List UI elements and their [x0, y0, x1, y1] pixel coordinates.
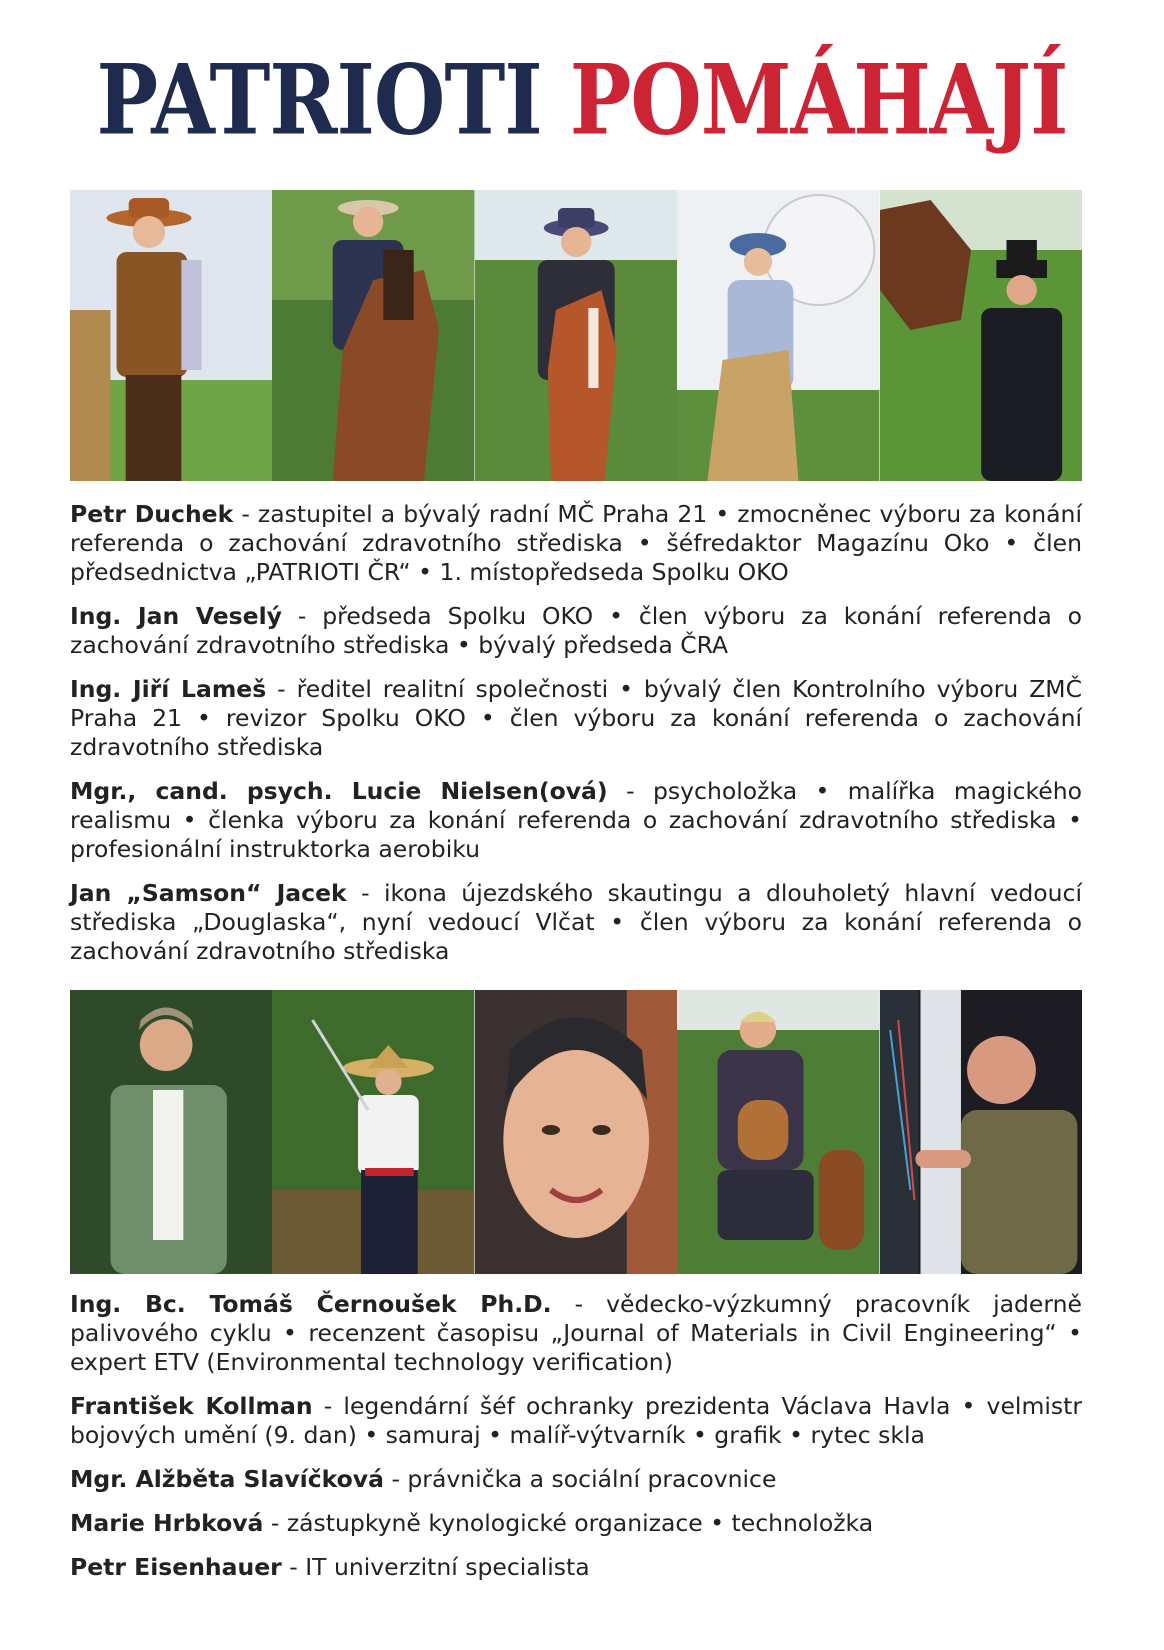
- page-title: [0, 43, 1164, 158]
- portrait-lucie-nielsenova: [677, 190, 879, 481]
- bio-jan-vesely: [70, 602, 1082, 660]
- title-word-patrioti: PATRIOTI: [96, 43, 542, 158]
- bio-name: Ing. Jan Veselý: [70, 602, 282, 630]
- bio-name: Jan „Samson“ Jacek: [70, 879, 347, 907]
- bio-alzbeta-slavickova: [70, 1465, 1082, 1494]
- portrait-petr-duchek: [70, 190, 272, 481]
- bios-top: [70, 500, 1082, 981]
- portrait-marie-hrbkova: [677, 990, 879, 1274]
- bio-text: - ikona újezdského skautingu a dlouholetý hlavní vedoucí střediska „Douglaska“, nyní vedoucí Vlčat • člen výboru za konání referenda o zachování zdravotního střediska: [70, 879, 1082, 965]
- bio-name: Mgr., cand. psych. Lucie Nielsen(ová): [70, 777, 608, 805]
- bio-text: - právnička a sociální pracovnice: [383, 1465, 777, 1493]
- bio-name: Mgr. Alžběta Slavíčková: [70, 1465, 384, 1493]
- bio-text: - psycholožka • malířka magického realismu • členka výboru za konání referenda o zachování zdravotního střediska • profesionální instruktorka aerobiku: [70, 777, 1083, 863]
- bio-text: - předseda Spolku OKO • člen výboru za konání referenda o zachování zdravotního střediska • bývalý předseda ČRA: [70, 602, 1083, 659]
- bio-lucie-nielsenova: [70, 777, 1082, 864]
- portrait-jan-vesely: [272, 190, 474, 481]
- title-word-pomahaji: POMÁHAJÍ: [569, 43, 1068, 158]
- bio-text: - IT univerzitní specialista: [281, 1553, 590, 1581]
- portrait-alzbeta-slavickova: [475, 990, 677, 1274]
- portrait-tomas-cernousek: [70, 990, 272, 1274]
- bio-text: - vědecko-výzkumný pracovník jaderně palivového cyklu • recenzent časopisu „Journal of Materials in Civil Engineering“ • expert ETV (Environmental technology verification): [70, 1290, 1082, 1376]
- bio-name: Petr Eisenhauer: [70, 1553, 282, 1581]
- bio-name: Marie Hrbková: [70, 1509, 264, 1537]
- bio-petr-duchek: [70, 500, 1082, 587]
- portrait-frantisek-kollman: [272, 990, 474, 1274]
- portrait-petr-eisenhauer: [880, 990, 1082, 1274]
- bio-name: Petr Duchek: [70, 500, 234, 528]
- portrait-jan-jacek: [880, 190, 1082, 481]
- photo-strip-bottom: [70, 990, 1082, 1274]
- bio-petr-eisenhauer: [70, 1553, 1082, 1582]
- bio-text: - zastupitel a bývalý radní MČ Praha 21 • zmocněnec výboru za konání referenda o zachování zdravotního střediska • šéfredaktor Magazínu Oko • člen předsednictva „PATRIOTI ČR“ • 1. místopředseda Spolku OKO: [70, 500, 1082, 586]
- bio-name: Ing. Bc. Tomáš Černoušek Ph.D.: [70, 1290, 552, 1318]
- bio-text: - ředitel realitní společnosti • bývalý člen Kontrolního výboru ZMČ Praha 21 • revizor Spolku OKO • člen výboru za konání referenda o zachování zdravotního střediska: [70, 675, 1082, 761]
- bio-frantisek-kollman: [70, 1392, 1082, 1450]
- bio-marie-hrbkova: [70, 1509, 1082, 1538]
- bio-jiri-lames: [70, 675, 1082, 762]
- bio-name: Ing. Jiří Lameš: [70, 675, 267, 703]
- bio-text: - legendární šéf ochranky prezidenta Václava Havla • velmistr bojových umění (9. dan) • samuraj • malíř-výtvarník • grafik • rytec skla: [70, 1392, 1082, 1449]
- bio-name: František Kollman: [70, 1392, 313, 1420]
- bio-text: - zástupkyně kynologické organizace • technoložka: [263, 1509, 874, 1537]
- bio-tomas-cernousek: [70, 1290, 1082, 1377]
- bio-jan-jacek: [70, 879, 1082, 966]
- portrait-jiri-lames: [475, 190, 677, 481]
- bios-bottom: [70, 1290, 1082, 1597]
- photo-strip-top: [70, 190, 1082, 481]
